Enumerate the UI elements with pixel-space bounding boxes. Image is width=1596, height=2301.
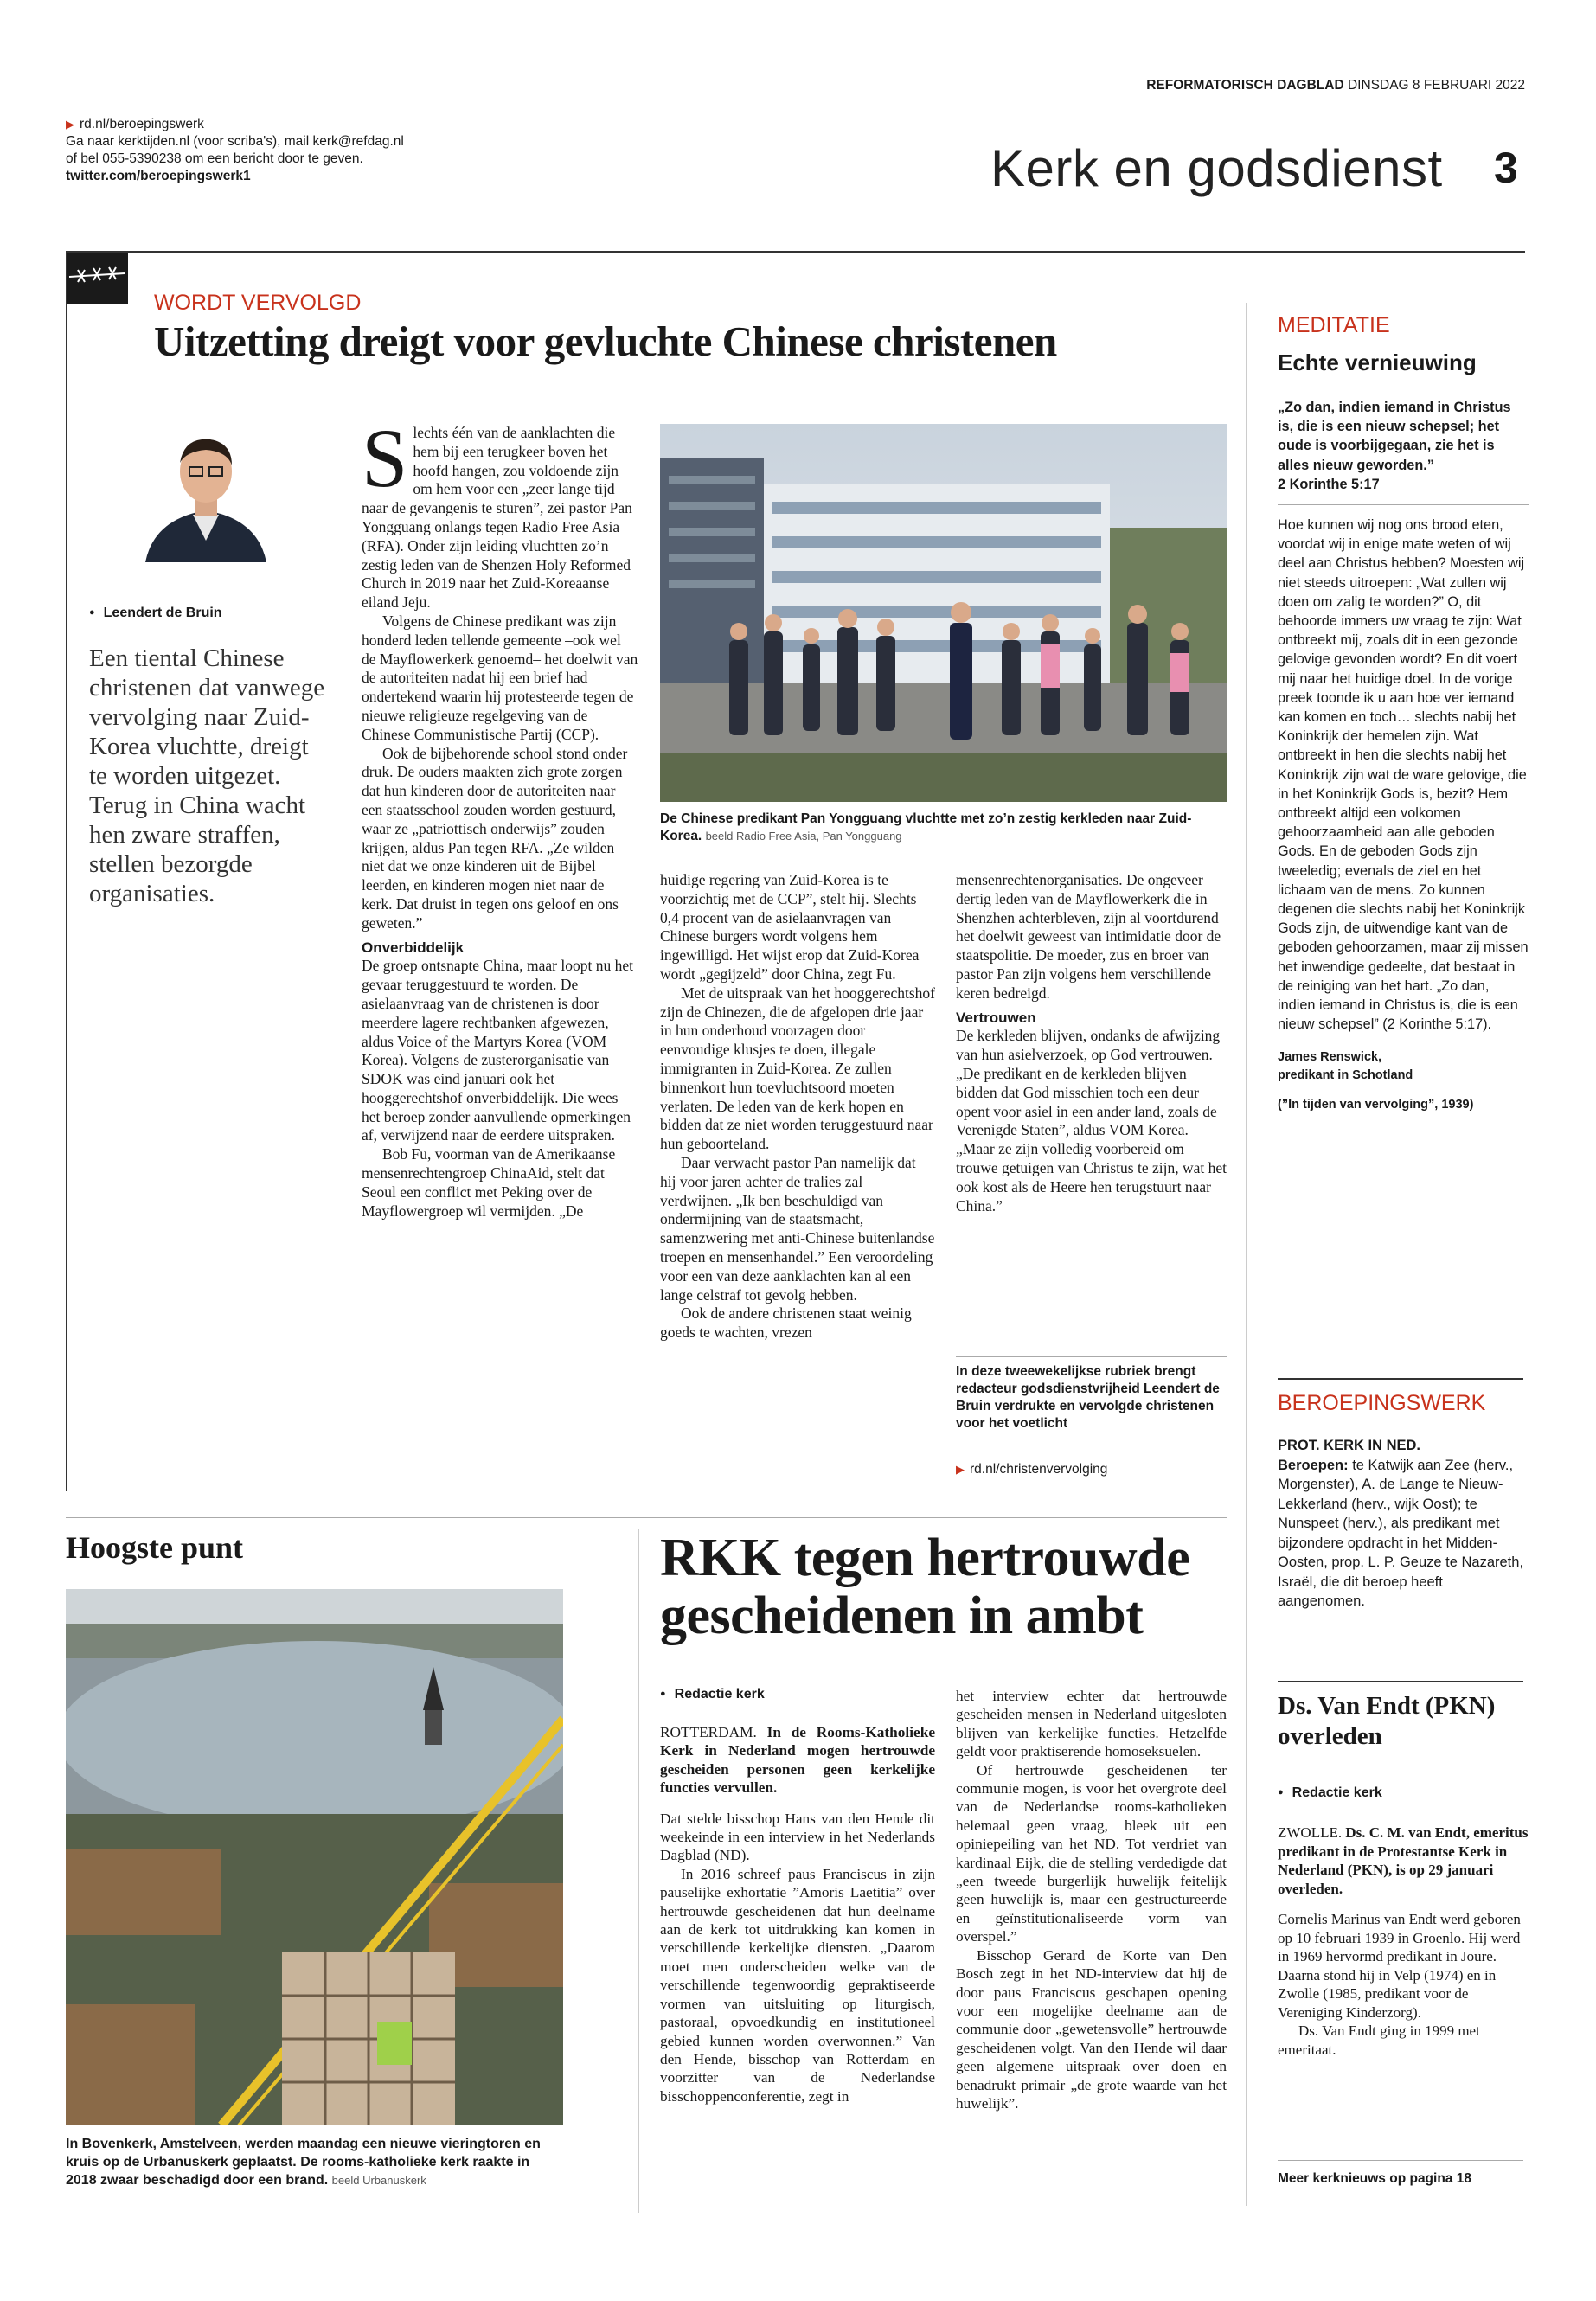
- author-photo: [141, 424, 271, 562]
- rkk-lead-paragraph: [660, 1723, 935, 1798]
- paragraph: Ds. Van Endt ging in 1999 met emeritaat.: [1278, 2022, 1480, 2058]
- paper-date: DINSDAG 8 FEBRUARI 2022: [1347, 78, 1525, 93]
- twitter-link[interactable]: twitter.com/beroepingswerk1: [66, 169, 251, 183]
- page-number: 3: [1494, 144, 1518, 192]
- paragraph: Volgens de Chinese predikant was zijn honderd leden tellende gemeente –ook wel de Mayflowerkerk genoemd– het doelwit van de autoriteiten nadat hij een brief had ondertekend waarin hij protesteerde tegen de nieuwe religieuze regelgeving van de Chinese Communistische Partij (CCP).: [362, 612, 638, 743]
- author-byline: ● Leendert de Bruin: [89, 606, 222, 621]
- paragraph: Bisschop Gerard de Korte van Den Bosch zegt in het ND-interview dat hij de door paus Franciscus geschapen opening voor een mogelijke deelname aan de communie door „gewetensvolle” hertrouwde gescheidenen volgt. Van den Hende wil daar geen algemene uitspraak over doen en benadrukt primair „de grote waarde van het huwelijk”.: [956, 1946, 1227, 2112]
- info-box-rule: [956, 1356, 1227, 1357]
- meditatie-label: MEDITATIE: [1278, 313, 1390, 337]
- paragraph: het interview echter dat hertrouwde gescheiden mensen in Nederland uitgesloten blijven van kerkelijke functies. Hetzelfde geldt voor praktiserende homoseksuelen.: [956, 1688, 1227, 1760]
- article-column-3: [956, 871, 1227, 1215]
- church-tower-photo: [66, 1589, 563, 2125]
- meditatie-body: [1278, 398, 1529, 1125]
- paragraph: In 2016 schreef paus Franciscus in zijn pauselijke exhortatie ”Amoris Laetitia” over hertrouwde gescheidenen dat hun deelname aan de kerk tot uitdrukking kan komen in verschillende kerkelijke diensten. „Daarom moet men onderscheiden welke van de verschillende tegenwoordig gepraktiseerde vormen van uitsluiting op liturgisch, pastoraal, opvoedkundig en institutioneel gebied kunnen worden overwonnen.” Van den Hende, bisschop van Rotterdam en voorzitter van de Nederlandse bisschoppenconferentie, zegt in: [660, 1865, 935, 2105]
- rkk-dateline: ROTTERDAM.: [660, 1724, 757, 1740]
- hoogste-punt-caption-text: In Bovenkerk, Amstelveen, werden maandag een nieuwe vieringtoren en kruis op de Urbanuskerk geplaatst. De rooms-katholieke kerk raakte in 2018 zwaar beschadigd door een brand.: [66, 2137, 541, 2188]
- article-headline: Uitzetting dreigt voor gevluchte Chinese christenen: [154, 317, 1057, 365]
- endt-body: [1278, 1823, 1529, 2059]
- meditatie-author: James Renswick,: [1278, 1049, 1382, 1064]
- top-rule: [66, 251, 1525, 253]
- endt-headline: Ds. Van Endt (PKN) overleden: [1278, 1692, 1496, 1750]
- paragraph: Cornelis Marinus van Endt werd geboren op 10 februari 1939 in Groenlo. Hij werd in 1969 hervormd predikant in Joure. Daarna stond hij in Velp (1974) en in Zwolle (1985, predikant voor de Vereniging Kinderzorg).: [1278, 1911, 1521, 2021]
- endt-lead: Ds. C. M. van Endt, emeritus predikant in de Protestantse Kerk in Nederland (PKN), is op 29 januari overleden.: [1278, 1824, 1529, 1897]
- beroepingswerk-label: BEROEPINGSWERK: [1278, 1391, 1486, 1415]
- arrow-icon: ▶: [66, 118, 74, 131]
- main-left-rule: [66, 253, 67, 1491]
- endt-bottom-rule: [1278, 2160, 1523, 2161]
- meditatie-divider: [1278, 504, 1529, 505]
- paragraph: De kerkleden blijven, ondanks de afwijzing van hun asielverzoek, op God vertrouwen. „De predikant en de kerkleden blijven bidden dat God misschien toch een deur opent voor asiel in een ander land, zoals de Verenigde Staten”, aldus VOM Korea. „Maar ze zijn volledig voorbereid om trouwe getuigen van Christus te zijn, wat het ook kost als de Heere hen terugstuurt naar China.”: [956, 1027, 1227, 1215]
- paragraph: lechts één van de aanklachten die hem bij een terugkeer boven het hoofd hangen, zou voldoende zijn om hem voor een „zeer lange tijd naar de gevangenis te sturen”, zei pastor Pan Yongguang onlangs tegen Radio Free Asia (RFA). Onder zijn leiding vluchtten zo’n zestig leden van de Shenzen Holy Reformed Church in 2019 naar het Zuid-Koreaanse eiland Jeju.: [362, 424, 632, 612]
- series-info-box: In deze tweewekelijkse rubriek brengt redacteur godsdienstvrijheid Leendert de Bruin verdrukte en vervolgde christenen voor het voetlicht: [956, 1364, 1220, 1431]
- meditatie-ref: 2 Korinthe 5:17: [1278, 476, 1380, 492]
- rkk-column-1: [660, 1723, 935, 2106]
- photo-caption-text: De Chinese predikant Pan Yongguang vluchtte met zo’n zestig kerkleden naar Zuid-Korea.: [660, 811, 1192, 843]
- lower-column-rule: [638, 1529, 639, 2213]
- paragraph: mensenrechtenorganisaties. De ongeveer dertig leden van de Mayflowerkerk die in Shenzhen achterbleven, zijn al voortdurend het doelwit geweest van intimidatie door de staatspolitie. De moeder, zus en broer van pastor Pan zijn volgens hem verschillende keren bedreigd.: [956, 871, 1221, 1002]
- subheading: Onverbiddelijk: [362, 939, 465, 956]
- paragraph: Ook de bijbehorende school stond onder druk. De ouders maakten zich grote zorgen dat hun kinderen door de autoriteiten naar een staatsschool zouden worden gestuurd, waar ze „patriottisch onderwijs” zouden krijgen, aldus Pan tegen RFA. „Ze wilden niet dat we onze kinderen uit de Bijbel leerden, en kinderen mogen niet naar de kerk. Dat druist in tegen ons geloof en ons geweten.”: [362, 744, 628, 932]
- endt-author: ● Redactie kerk: [1278, 1785, 1382, 1801]
- endt-top-rule: [1278, 1681, 1523, 1682]
- endt-lead-paragraph: [1278, 1823, 1529, 1898]
- paragraph: huidige regering van Zuid-Korea is te voorzichtig met de CCP”, stelt hij. Slechts 0,4 procent van de asielaanvragen van Chinese burgers wordt volgens hem ingewilligd. Het wijst erop dat Zuid-Korea wordt „gegijzeld” door China, zegt Fu.: [660, 871, 920, 983]
- section-title: Kerk en godsdienst: [990, 139, 1443, 197]
- paper-name: REFORMATORISCH DAGBLAD: [1146, 78, 1344, 93]
- beroep-lead: Beroepen:: [1278, 1457, 1349, 1473]
- endt-dateline: ZWOLLE.: [1278, 1824, 1343, 1841]
- meditatie-title: Echte vernieuwing: [1278, 349, 1477, 375]
- hoogste-punt-title: Hoogste punt: [66, 1530, 244, 1565]
- photo-credit: beeld Radio Free Asia, Pan Yongguang: [705, 830, 902, 843]
- paragraph: Dat stelde bisschop Hans van den Hende dit weekeinde in een interview in het Nederlands Dagblad (ND).: [660, 1810, 935, 1864]
- barbed-wire-logo: [66, 253, 128, 304]
- rkk-lead: In de Rooms-Katholieke Kerk in Nederland mogen hertrouwde gescheiden personen geen kerkelijke functies vervullen.: [660, 1724, 935, 1797]
- paragraph: Ook de andere christenen staat weinig goeds te wachten, vrezen: [660, 1304, 912, 1342]
- rkk-column-2: [956, 1687, 1227, 2112]
- dateline-header: [1146, 78, 1525, 93]
- masthead-info: [66, 116, 585, 185]
- beroep-top-rule: [1278, 1378, 1523, 1380]
- rkk-headline: RKK tegen hertrouwde gescheidenen in ambt: [660, 1529, 1190, 1645]
- info-link[interactable]: rd.nl/beroepingswerk: [80, 117, 204, 131]
- church-group-photo: [660, 424, 1227, 802]
- sidebar-left-rule: [1246, 303, 1247, 2206]
- dropcap: S: [362, 412, 408, 504]
- article-column-2: [660, 871, 935, 1343]
- paragraph: Daar verwacht pastor Pan namelijk dat hij voor jaren achter de tralies zal verdwijnen. „Ik ben beschuldigd van ondermijning van de staatsmacht, samenzwering met anti-Chinese buitenlandse troepen en mensenhandel.” Een veroordeling voor een van deze aanklachten kan al een lange celstraf tot gevolg hebben.: [660, 1153, 935, 1304]
- meditatie-text: Hoe kunnen wij nog ons brood eten, voordat wij in enige mate weten of wij deel aan Christus hebben? Moesten wij niet steeds uitroepen: „Wat zullen wij doen om zalig te worden?” O, dit behoorde immers uw vraag te zijn: Wat ontbreekt mij, zoals dit in een gezonde gelovige gevonden wordt? En dit voert mij naar het huidige doel. In de vorige preek toonde ik u aan hoe ver iemand kan komen en toch… slechts nabij het Koninkrijk der hemelen zijn. Wat ontbreekt in hen die slechts nabij het Koninkrijk zijn wat de ware gelovige, die in het Koninkrijk Gods is, bezit? Hem ontbreekt altijd een volkomen gehoorzaamheid aan alle geboden Gods. En de geboden Gods zijn tweeledig; evenals de ziel en het lichaam van de mens. Zo kunnen degenen die slechts nabij het Koninkrijk Gods zijn, de uitwendige kant van de geboden gehoorzamen, maar zij missen het inwendige gedeelte, dat bestaat in de reiniging van het hart. „Zo dan, indien iemand in Christus is, die is een nieuw schepsel” (2 Korinthe 5:17).: [1278, 517, 1529, 1033]
- photo-caption: [660, 811, 1227, 845]
- meditatie-source: (”In tijden van vervolging”, 1939): [1278, 1097, 1474, 1112]
- article-kicker: WORDT VERVOLGD: [154, 291, 362, 315]
- series-link-text[interactable]: rd.nl/christenvervolging: [970, 1462, 1108, 1477]
- barbed-wire-icon: [66, 253, 128, 304]
- meditatie-author-role: predikant in Schotland: [1278, 1067, 1413, 1082]
- beroepingswerk-body: [1278, 1436, 1529, 1612]
- series-link[interactable]: [956, 1462, 1107, 1477]
- subheading: Vertrouwen: [956, 1009, 1036, 1026]
- info-line-2: of bel 055-5390238 om een bericht door te geven.: [66, 151, 363, 166]
- beroep-detail: te Katwijk aan Zee (herv., Morgenster), A. de Lange te Nieuw-Lekkerland (herv., wijk Oost); te Nunspeet (herv.), als predikant met bijzondere opdracht in het Midden-Oosten, prop. L. P. Geuze te Nazareth, Israël, die dit beroep heeft aangenomen.: [1278, 1457, 1524, 1609]
- more-news-link[interactable]: Meer kerknieuws op pagina 18: [1278, 2171, 1471, 2186]
- paragraph: Bob Fu, voorman van de Amerikaanse mensenrechtengroep ChinaAid, stelt dat Seoul een conflict met Peking over de Mayflowergroep wil vermijden. „De: [362, 1145, 616, 1220]
- paragraph: Of hertrouwde gescheidenen ter communie mogen, is voor het overgrote deel van de Nederlandse rooms-katholieken helemaal geen vraag, bleek uit een opiniepeiling van het ND. Tot verdriet van kardinaal Eijk, die de stelling verdedigde dat „een tweede burgerlijk huwelijk feitelijk geen huwelijk is, maar een gestructureerde en geïnstitutionaliseerde vorm van overspel.”: [956, 1761, 1227, 1945]
- beroep-text: [1278, 1456, 1529, 1612]
- rkk-author: ● Redactie kerk: [660, 1687, 765, 1702]
- meditatie-quote: „Zo dan, indien iemand in Christus is, die is een nieuw schepsel; het oude is voorbijgegaan, zie het is alles nieuw geworden.”: [1278, 400, 1511, 473]
- paragraph: Met de uitspraak van het hooggerechtshof zijn de Chinezen, die de afgelopen drie jaar in hun onderhoud voorzagen door eenvoudige klusjes te doen, illegale immigranten in Zuid-Korea. Ze zullen binnenkort hun toevluchtsoord moeten verlaten. De leden van de kerk hopen en bidden dat ze niet worden teruggestuurd naar hun geboorteland.: [660, 984, 936, 1153]
- article-column-1: [362, 412, 638, 1221]
- paragraph: De groep ontsnapte China, maar loopt nu het gevaar teruggestuurd te worden. De asielaanvraag van de christenen is door meerdere lagere rechtbanken afgewezen, aldus Voice of the Martyrs Korea (VOM Korea). Volgens de zusterorganisatie van SDOK was eind januari ook het hooggerechtshof onverbiddelijk. Die wees het beroep zonder aanvullende opmerkingen af, verwijzend naar de eerdere uitspraken.: [362, 957, 633, 1144]
- mid-divider: [66, 1517, 1227, 1518]
- info-line-1: Ga naar kerktijden.nl (voor scriba's), mail kerk@refdag.nl: [66, 134, 404, 149]
- meditatie-signature: [1278, 1048, 1529, 1085]
- arrow-icon: ▶: [956, 1463, 965, 1476]
- hoogste-punt-caption: [66, 2135, 563, 2189]
- hoogste-punt-credit: beeld Urbanuskerk: [331, 2174, 426, 2187]
- article-intro: Een tiental Chinese christenen dat vanwege vervolging naar Zuid-Korea vluchtte, dreigt te worden uitgezet. Terug in China wacht hen zware straffen, stellen bezorgde organisaties.: [89, 644, 325, 907]
- beroep-church: PROT. KERK IN NED.: [1278, 1438, 1421, 1453]
